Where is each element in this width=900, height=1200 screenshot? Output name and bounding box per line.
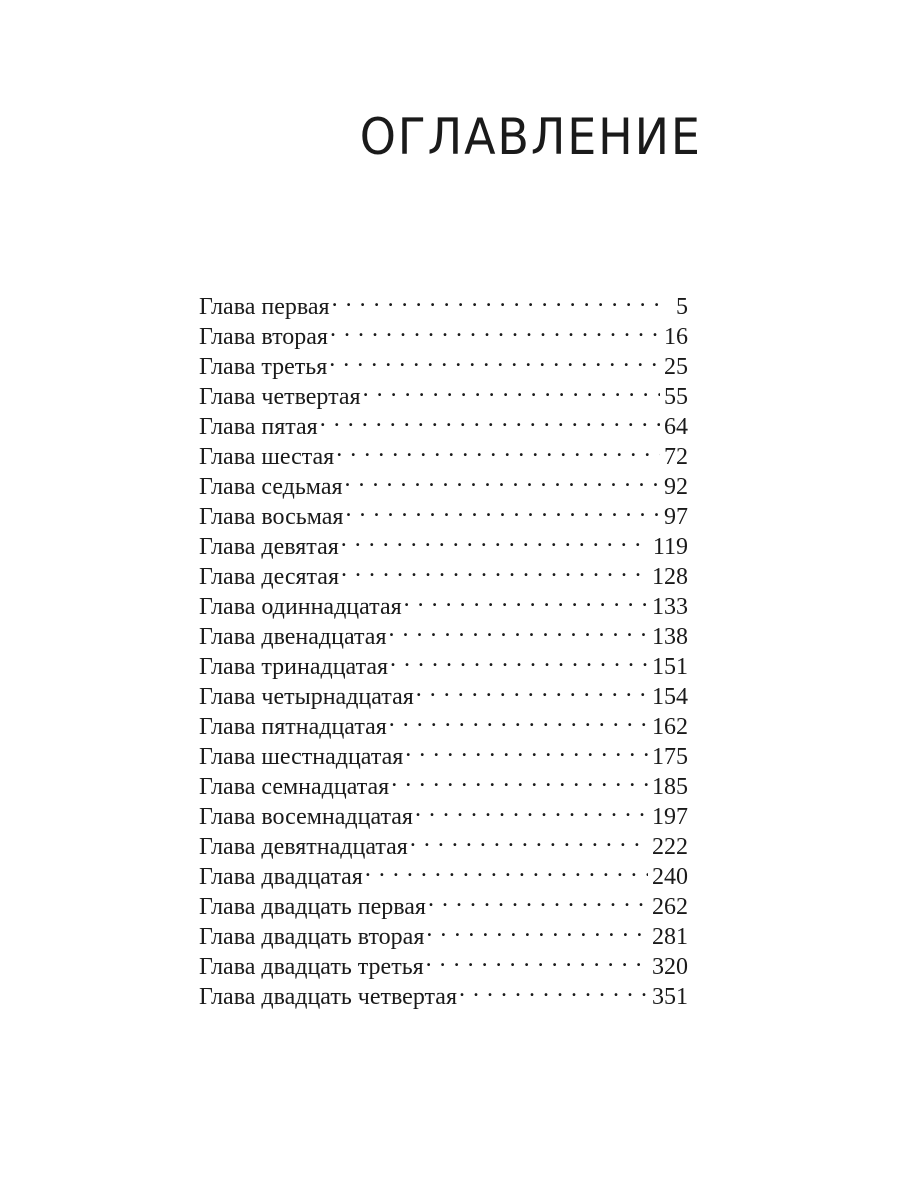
toc-entry-label: Глава двадцать третья [199,954,424,980]
toc-entry-label: Глава восьмая [199,504,344,530]
toc-entry-label: Глава двадцатая [199,864,363,890]
dot-leader [459,974,648,1004]
toc-entry-label: Глава двадцать вторая [199,924,425,950]
toc-entry-page: 92 [664,474,688,500]
toc-entry-page: 320 [652,954,688,980]
toc-entry-label: Глава четвертая [199,384,361,410]
toc-entry-page: 16 [664,324,688,350]
toc-entry-label: Глава одиннадцатая [199,594,402,620]
dot-leader [426,914,648,944]
toc-entry-page: 72 [664,444,688,470]
dot-leader [365,854,648,884]
dot-leader [345,464,660,494]
toc-entry-label: Глава вторая [199,324,328,350]
dot-leader [330,314,660,344]
dot-leader [391,764,648,794]
dot-leader [410,824,648,854]
toc-entry-page: 197 [652,804,688,830]
dot-leader [341,554,648,584]
dot-leader [404,584,648,614]
dot-leader [416,674,648,704]
toc-entry-page: 97 [664,504,688,530]
toc-entry-label: Глава шестнадцатая [199,744,404,770]
dot-leader [390,644,648,674]
dot-leader [405,734,648,764]
toc-entry-label: Глава двадцать первая [199,894,426,920]
toc-entry-page: 281 [652,924,688,950]
dot-leader [329,344,660,374]
toc-entry-label: Глава четырнадцатая [199,684,414,710]
toc-entry-page: 351 [652,984,688,1010]
table-of-contents [199,284,688,1010]
dot-leader [341,524,649,554]
toc-entry-label: Глава шестая [199,444,335,470]
toc-entry [199,284,688,320]
dot-leader [336,434,660,464]
toc-entry-page: 175 [652,744,688,770]
toc-entry-page: 154 [652,684,688,710]
dot-leader [363,374,660,404]
dot-leader [388,614,648,644]
toc-entry-label: Глава семнадцатая [199,774,390,800]
toc-entry-page: 262 [652,894,688,920]
toc-entry-page: 138 [652,624,688,650]
toc-entry-page: 151 [652,654,688,680]
toc-entry-label: Глава пятнадцатая [199,714,387,740]
toc-entry-label: Глава девятнадцатая [199,834,408,860]
toc-entry-label: Глава пятая [199,414,318,440]
toc-entry-page: 25 [664,354,688,380]
toc-entry-page: 119 [652,534,688,560]
dot-leader [320,404,660,434]
dot-leader [428,884,648,914]
toc-entry-label: Глава седьмая [199,474,343,500]
toc-entry-page: 240 [652,864,688,890]
toc-entry-page: 64 [664,414,688,440]
dot-leader [426,944,648,974]
dot-leader [345,494,660,524]
toc-entry-label: Глава тринадцатая [199,654,389,680]
page-title: ОГЛАВЛЕНИЕ [360,108,702,166]
dot-leader [415,794,648,824]
toc-entry-page: 133 [652,594,688,620]
toc-entry-page: 222 [652,834,688,860]
toc-entry-page: 185 [652,774,688,800]
toc-entry-page: 128 [652,564,688,590]
toc-entry-label: Глава девятая [199,534,339,560]
toc-entry-label: Глава двенадцатая [199,624,387,650]
dot-leader [389,704,648,734]
toc-entry-page: 5 [676,294,688,320]
toc-entry-label: Глава первая [199,294,330,320]
toc-entry-page: 162 [652,714,688,740]
dot-leader [332,284,664,314]
toc-entry-label: Глава десятая [199,564,339,590]
toc-entry-label: Глава восемнадцатая [199,804,413,830]
toc-entry-label: Глава третья [199,354,328,380]
toc-entry-label: Глава двадцать четвертая [199,984,457,1010]
toc-entry-page: 55 [664,384,688,410]
